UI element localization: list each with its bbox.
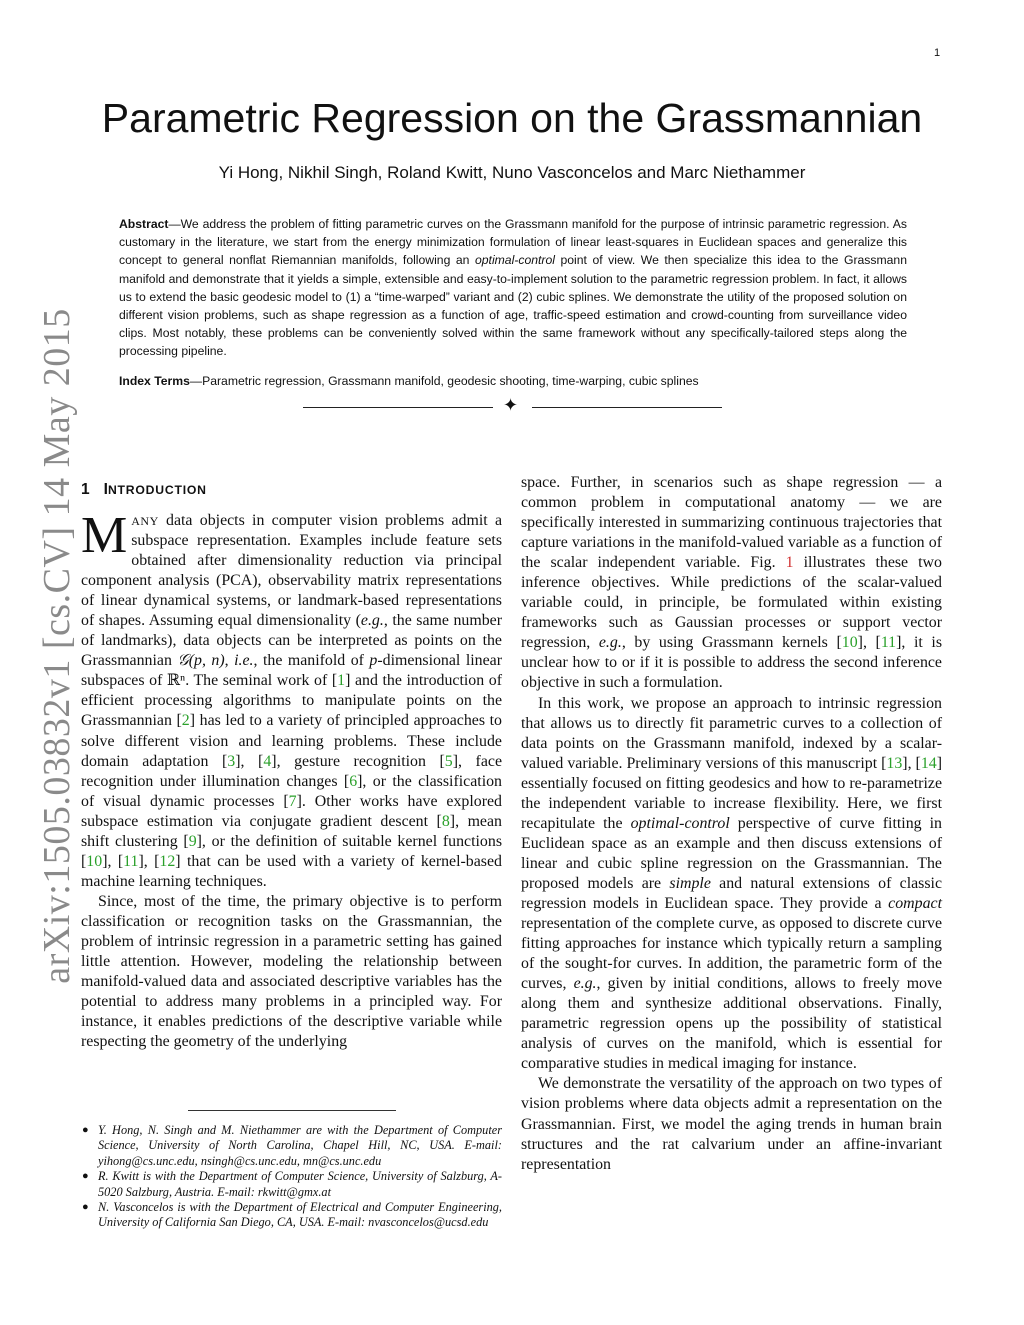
author-affiliation-footnotes [81, 1123, 502, 1231]
separator-rule-left [303, 407, 493, 408]
index-terms-text: —Parametric regression, Grassmann manifold, geodesic shooting, time-warping, cubic splines [189, 374, 699, 388]
citation-link[interactable]: 13 [886, 754, 903, 772]
citation-link[interactable]: 10 [841, 634, 858, 652]
citation-link[interactable]: 7 [288, 792, 297, 810]
index-terms-label: Index Terms [119, 374, 190, 388]
citation-link[interactable]: 11 [123, 852, 139, 870]
citation-link[interactable]: 6 [349, 772, 358, 790]
citation-link[interactable]: 12 [159, 852, 176, 870]
index-terms [119, 372, 907, 390]
bullet-icon: ● [82, 1124, 89, 1136]
paragraph: MANY data objects in computer vision problems admit a subspace representation. Examples include feature sets obtained after dimensionality reduction via principal component analysis (PCA), observability matrix representations of linear dynamical systems, or landmark-based representations of shapes. Assuming equal dimensionality (e.g., the same number of landmarks), data objects can be interpreted as points on the Grassmannian 𝒢(p, n), i.e., the manifold of p-dimensional linear subspaces of ℝⁿ. The seminal work of [1] and the introduction of efficient processing algorithms to manipulate points on the Grassmannian [2] has led to a variety of principled approaches to solve different vision and learning problems. These include domain adaptation [3], [4], gesture recognition [5], face recognition under illumination changes [6], or the classification of visual dynamic processes [7]. Other works have explored subspace estimation via conjugate gradient descent [8], mean shift clustering [9], or the definition of suitable kernel functions [10], [11], [12] that can be used with a variety of kernel-based machine learning techniques. [81, 507, 503, 890]
left-column [81, 480, 502, 1052]
abstract-text: —We address the problem of fitting parametric curves on the Grassmann manifold for the purpose of intrinsic parametric regression. As customary in the literature, we start from the energy minimization formulation of linear least-squares in Euclidean spaces and generalize this concept to general nonflat Riemannian manifolds, following an [119, 217, 907, 268]
paper-title: Parametric Regression on the Grassmannian [101, 95, 923, 141]
section-title-initial: I [103, 481, 108, 498]
paragraph: space. Further, in scenarios such as shape regression — a common problem in computational anatomy — we are specifically interested in summarizing continuous trajectories that capture variations in the manifold-valued variable as a function of the scalar independent variable. Fig. 1 illustrates these two inference objectives. While predictions of the scalar-valued variable could, in principle, be formulated within existing frameworks such as Gaussian processes or support vector regression, e.g., by using Grassmann kernels [10], [11], it is unclear how to or if it is possible to address the second inference objective in such a formulation. [521, 474, 942, 692]
citation-link[interactable]: 5 [444, 752, 453, 770]
citation-link[interactable]: 3 [227, 752, 236, 770]
figure-link[interactable]: 1 [785, 554, 794, 572]
right-column [521, 473, 942, 1175]
footnote-rule [188, 1110, 396, 1111]
paragraph: Since, most of the time, the primary objective is to perform classification or recognition tasks on the Grassmannian, the problem of intrinsic regression in a parametric setting has gained little attention. However, modeling the relationship between manifold-valued data and associated descriptive variables has the potential to address many problems in a principled way. For instance, it enables predictions of the descriptive variable while respecting the geometry of the underlying [81, 892, 502, 1051]
citation-link[interactable]: 8 [441, 812, 450, 830]
abstract-text-continued: point of view. We then specialize this idea to the Grassmann manifold and demonstrate that it yields a simple, extensible and easy-to-implement solution to the parametric regression problem. In fact, it allows us to extend the basic geodesic model to (1) a “time-warped” variant and (2) cubic splines. We demonstrate the utility of the proposed solution on different vision problems, such as shape regression as a function of age, traffic-speed estimation and crowd-counting from surveillance video clips. Most notably, these problems can be conveniently solved within the same framework without any specifically-tailored steps along the processing pipeline. [119, 253, 907, 359]
citation-link[interactable]: 2 [181, 712, 190, 730]
section-title-rest: NTRODUCTION [107, 483, 207, 497]
citation-link[interactable]: 1 [337, 672, 346, 690]
abstract [119, 215, 907, 361]
author-list: Yi Hong, Nikhil Singh, Roland Kwitt, Nuno Vasconcelos and Marc Niethammer [218, 163, 806, 182]
citation-link[interactable]: 9 [188, 832, 197, 850]
page-number: 1 [934, 47, 941, 59]
footnote-item: ● Y. Hong, N. Singh and M. Niethammer are with the Department of Computer Science, University of North Carolina, Chapel Hill, NC, USA. E-mail: yihong@cs.unc.edu, nsingh@cs.unc.edu, mn@cs.unc.edu [82, 1123, 502, 1168]
section-separator [303, 395, 723, 418]
drop-cap: M [81, 507, 128, 564]
citation-link[interactable]: 11 [880, 634, 897, 652]
paragraph: In this work, we propose an approach to intrinsic regression that allows us to directly fit parametric curves to a collection of data points on the Grassmann manifold, indexed by a scalar-valued variable. Preliminary versions of this manuscript [13], [14] essentially focused on fitting geodesics and how to re-parametrize the independent variable to increase flexibility. Here, we first recapitulate the optimal-control perspective of curve fitting in Euclidean space as an example and then discuss extensions of linear and cubic spline regression on the Grassmannian. The proposed models are simple and natural extensions of classic regression models in Euclidean space. They provide a compact representation of the complete curve, as opposed to discrete curve fitting approaches for instance which typically return a sampling of the sought-for curves. In addition, the parametric form of the curves, e.g., given by initial conditions, allows to freely move along them and synthesize additional observations. Finally, parametric regression opens up the possibility of statistical analysis of curves on the manifold, which is essential for comparative studies in medical imaging for instance. [521, 694, 943, 1073]
bullet-icon: ● [82, 1170, 89, 1183]
arxiv-side-stamp: arXiv:1505.03832v1 [cs.CV] 14 May 2015 [36, 308, 78, 984]
footnote-item: ● R. Kwitt is with the Department of Computer Science, University of Salzburg, A-5020 Salzburg, Austria. E-mail: rkwitt@gmx.at [82, 1169, 502, 1199]
paragraph: We demonstrate the versatility of the approach on two types of vision problems where data objects admit a representation on the Grassmannian. First, we model the aging trends in human brain structures and the rat calvarium under an affine-invariant representation [521, 1075, 942, 1173]
abstract-label: Abstract [119, 217, 169, 231]
separator-rule-right [532, 407, 722, 408]
citation-link[interactable]: 14 [920, 754, 937, 772]
separator-ornament-icon: ✦ [503, 395, 519, 415]
citation-link[interactable]: 10 [86, 852, 103, 870]
footnote-item: ● N. Vasconcelos is with the Department of Electrical and Computer Engineering, University of California San Diego, CA, USA. E-mail: nvasconcelos@ucsd.edu [82, 1200, 502, 1230]
bullet-icon: ● [82, 1201, 89, 1214]
citation-link[interactable]: 4 [263, 752, 272, 770]
abstract-emphasis: optimal-control [475, 253, 555, 268]
section-heading [81, 480, 502, 500]
section-number: 1 [81, 481, 90, 498]
